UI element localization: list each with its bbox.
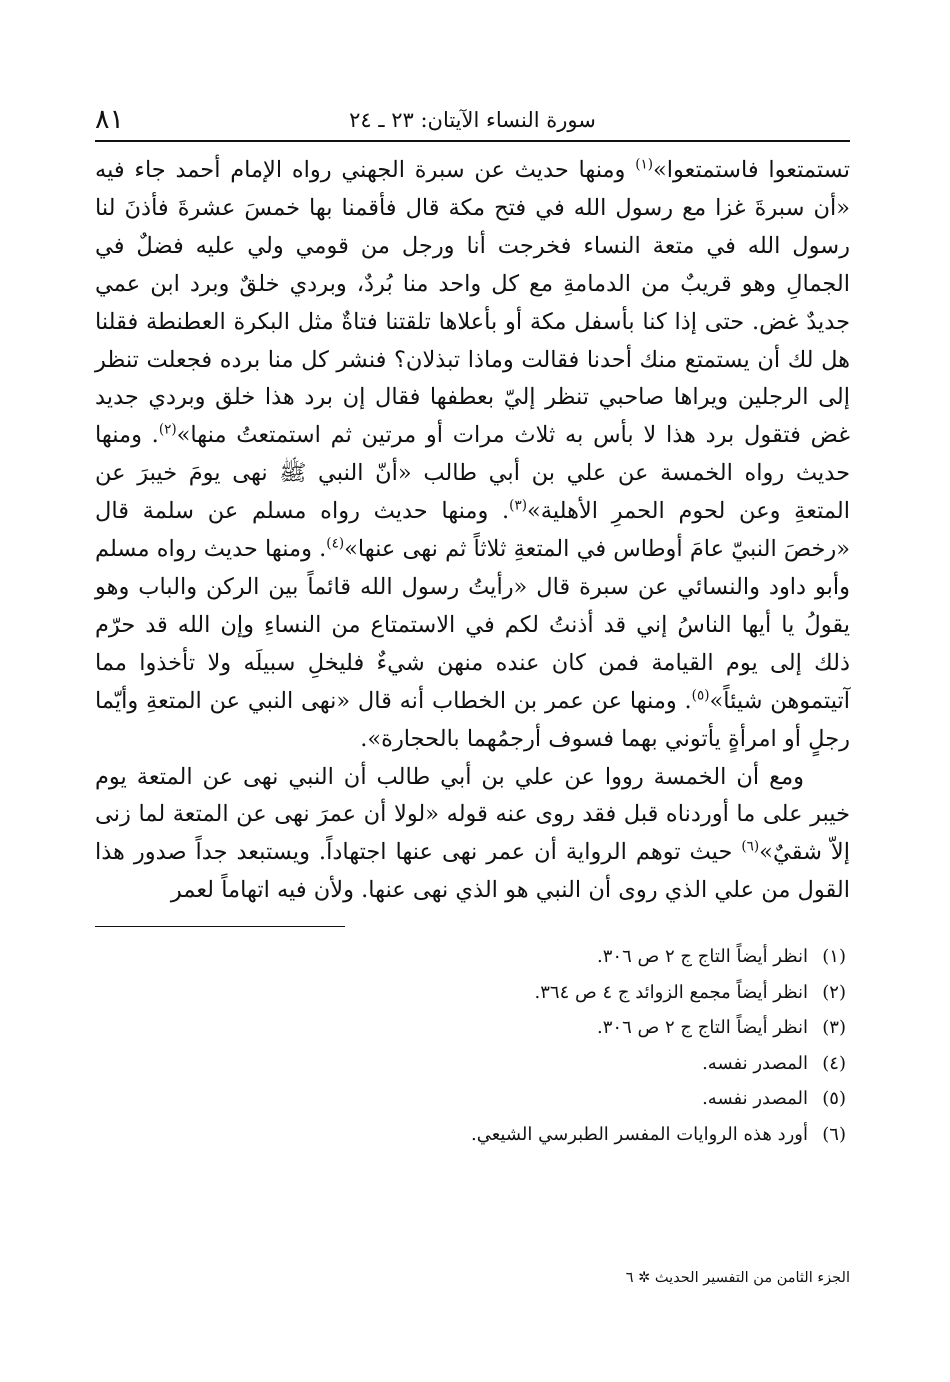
footnote-text: المصدر نفسه. bbox=[702, 1088, 808, 1110]
text-segment: . ومنها عن عمر بن الخطاب أنه قال «نهى النبي عن المتعةِ وأيّما رجلٍ أو امرأةٍ يأتوني بهما فسوف أرجمُهما بالحجارة». bbox=[95, 687, 850, 752]
body-paragraph bbox=[95, 152, 850, 759]
footnote-item bbox=[95, 939, 846, 975]
footnote-reference: (٣) bbox=[509, 497, 527, 514]
footnote-text: انظر أيضاً التاج ج ٢ ص ٣٠٦. bbox=[597, 946, 808, 968]
text-segment: . ومنها حديث رواه الخمسة عن علي بن أبي طالب «أنّ النبي ﷺ نهى يومَ خيبرَ عن المتعةِ وعن لحوم الحمرِ الأهلية» bbox=[95, 422, 850, 525]
footnote-item bbox=[95, 1046, 846, 1082]
footnote-text: أورد هذه الروايات المفسر الطبرسي الشيعي. bbox=[471, 1123, 808, 1145]
text-segment: تستمتعوا فاستمتعوا» bbox=[653, 157, 850, 183]
page-footer-signature: الجزء الثامن من التفسير الحديث ✲ ٦ bbox=[625, 1270, 850, 1286]
footnote-number: (١) bbox=[822, 946, 846, 968]
footnote-item bbox=[95, 1010, 846, 1046]
page-header bbox=[95, 100, 850, 142]
footnote-reference: (٦) bbox=[741, 838, 760, 855]
text-segment: ومع أن الخمسة رووا عن علي بن أبي طالب أن النبي نهى عن المتعة يوم خيبر على ما أوردناه قبل فقد روى عنه قوله «لولا أن عمرَ نهى عن المتعة لما زنى إلاّ شقيٌ» bbox=[95, 763, 850, 866]
footnote-reference: (٢) bbox=[158, 421, 177, 438]
running-title: سورة النساء الآيتان: ٢٣ ـ ٢٤ bbox=[349, 108, 596, 132]
body-text bbox=[95, 152, 850, 910]
text-segment: حيث توهم الرواية أن عمر نهى عنها اجتهاداً. ويستبعد جداً صدور هذا القول من علي الذي روى أن النبي هو الذي نهى عنها. ولأن فيه اتهاماً لعمر bbox=[95, 839, 850, 904]
footnote-number: (٢) bbox=[822, 981, 846, 1003]
footnote-number: (٥) bbox=[822, 1088, 846, 1110]
footnote-item bbox=[95, 1081, 846, 1117]
footnote-reference: (١) bbox=[635, 156, 654, 173]
footnote-number: (٣) bbox=[822, 1017, 846, 1039]
page-number: ٨١ bbox=[95, 104, 125, 135]
footnote-text: انظر أيضاً التاج ج ٢ ص ٣٠٦. bbox=[597, 1017, 808, 1039]
footnotes-list bbox=[95, 939, 850, 1152]
body-paragraph bbox=[95, 759, 850, 911]
text-segment: . ومنها حديث رواه مسلم عن سلمة قال «رخصَ النبيّ عامَ أوطاس في المتعةِ ثلاثاً ثم نهى عنها» bbox=[95, 498, 851, 563]
footnote-text: انظر أيضاً مجمع الزوائد ج ٤ ص ٣٦٤. bbox=[534, 981, 808, 1003]
text-segment: ومنها حديث عن سبرة الجهني رواه الإمام أحمد جاء فيه «أن سبرةَ غزا مع رسول الله في فتح مكة قال فأقمنا بها خمسَ عشرةَ فأذنَ لنا رسول الله في متعة النساء فخرجت أنا ورجل من قومي ولي عليه فضلٌ في الجمالِ وهو قريبٌ من الدمامةِ مع كل واحد منا بُردٌ، وبردي خلقٌ وبرد ابن عمي جديدٌ غض. حتى إذا كنا بأسفل مكة أو بأعلاها تلقتنا فتاةٌ مثل البكرة العطنطة فقلنا هل لك أن يستمتع منك أحدنا فقالت وماذا تبذلان؟ فنشر كل منا برده فجعلت تنظر إلى الرجلين ويراها صاحبي تنظر إليّ بعطفها فقال إن برد هذا خلق وبردي جديد غض فتقول برد هذا لا بأس به ثلاث مرات أو مرتين ثم استمتعتُ منها» bbox=[95, 157, 850, 449]
footnote-number: (٤) bbox=[822, 1052, 846, 1074]
footnote-divider bbox=[95, 926, 345, 927]
footnote-item bbox=[95, 1117, 846, 1153]
text-segment: . ومنها حديث رواه مسلم وأبو داود والنسائي عن سبرة قال «رأيتُ رسول الله قائماً بين الركن والباب وهو يقولُ يا أيها الناسُ إني قد أذنتُ لكم في الاستمتاع من النساءِ وإن الله قد حرّم ذلك إلى يوم القيامة فمن كان عنده منهن شيءٌ فليخلِ سبيلَه ولا تأخذوا مما آتيتموهن شيئاً» bbox=[95, 536, 850, 714]
footnote-number: (٦) bbox=[822, 1123, 846, 1145]
footnote-item bbox=[95, 975, 846, 1011]
footnote-reference: (٤) bbox=[326, 535, 345, 552]
book-page bbox=[95, 100, 851, 1286]
footnote-reference: (٥) bbox=[691, 687, 710, 704]
footnote-text: المصدر نفسه. bbox=[702, 1052, 808, 1074]
